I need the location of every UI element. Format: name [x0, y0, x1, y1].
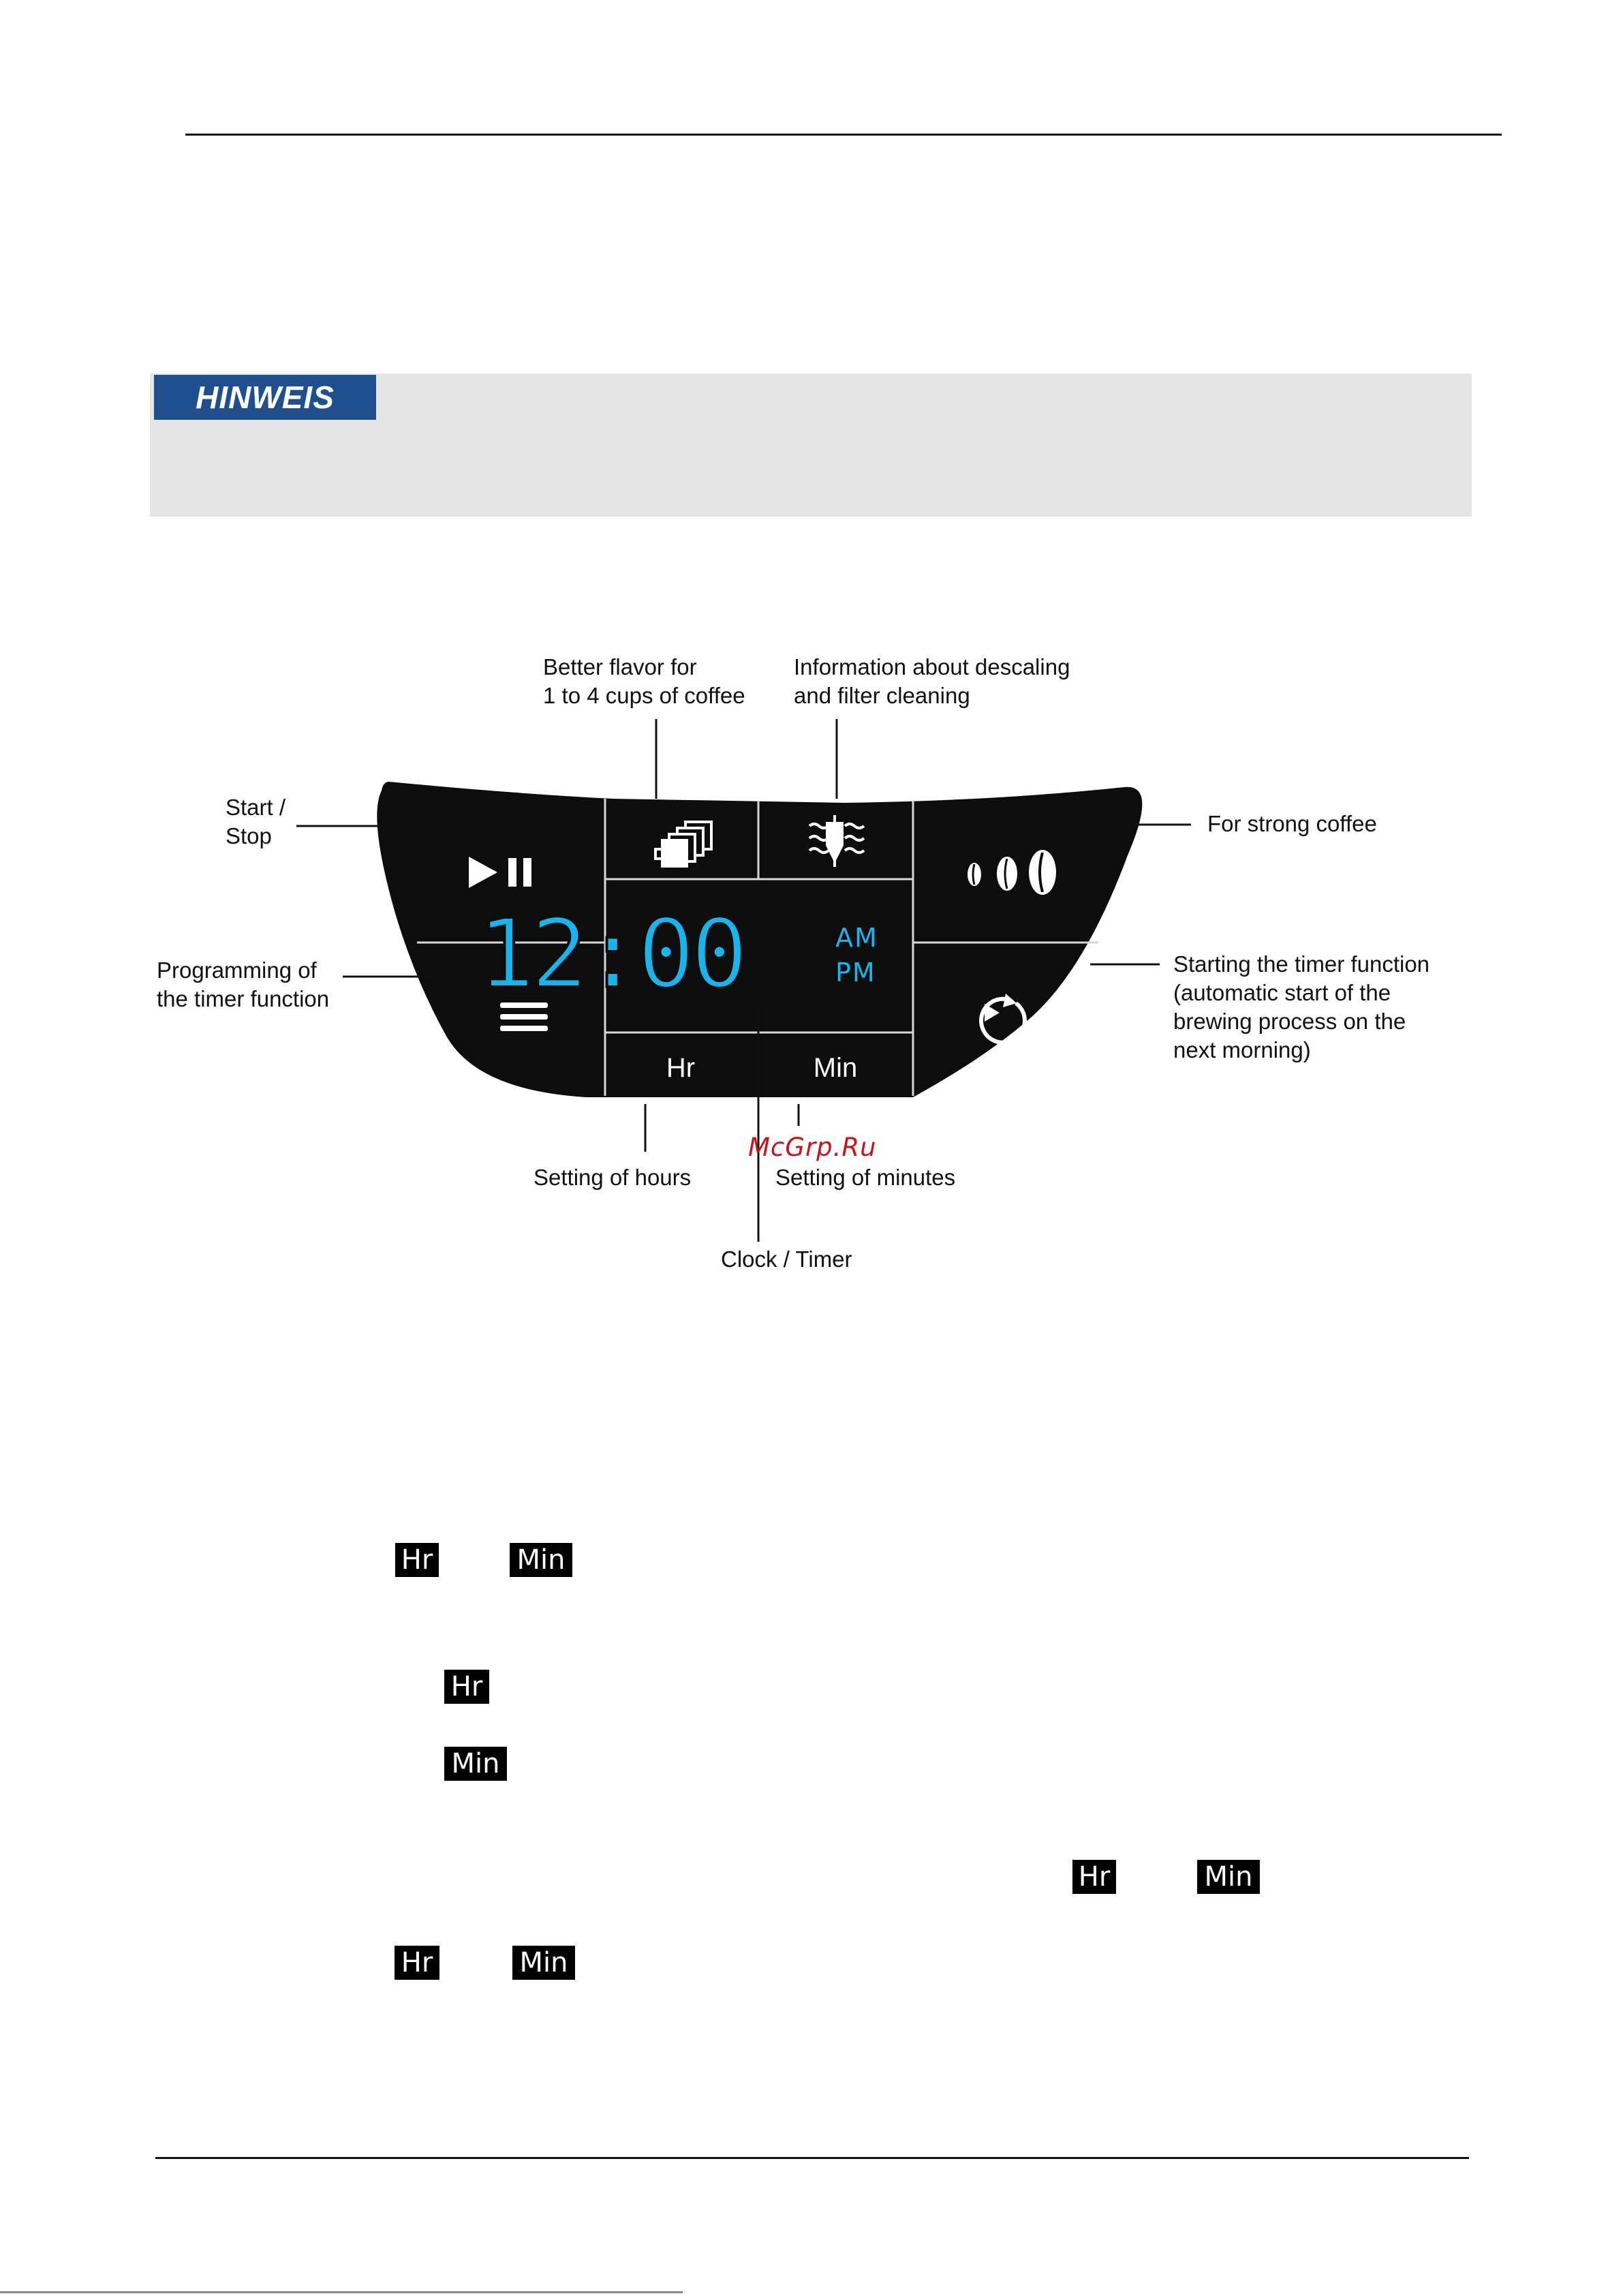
inline-hr-icon: Hr	[395, 1543, 439, 1577]
footer-edge-rule	[0, 2291, 683, 2293]
callout-starting-timer: Starting the timer function (automatic start of the brewing process on the next morning)	[1173, 951, 1430, 1062]
callout-programming-timer: Programming of the timer function	[157, 958, 330, 1011]
inline-min-icon: Min	[510, 1543, 572, 1577]
display-am: AM	[835, 923, 878, 953]
display-time: 12:00	[477, 899, 744, 1010]
inline-hr-icon: Hr	[444, 1670, 489, 1704]
display-pm: PM	[835, 958, 876, 988]
callout-strong-coffee: For strong coffee	[1207, 811, 1377, 836]
notice-badge: HINWEIS	[154, 375, 376, 420]
min-button[interactable]: Min	[813, 1053, 858, 1083]
inline-min-icon: Min	[1197, 1860, 1260, 1894]
callout-better-flavor: Better flavor for 1 to 4 cups of coffee	[543, 654, 745, 708]
inline-hr-icon: Hr	[395, 1946, 439, 1980]
callout-setting-minutes: Setting of minutes	[775, 1165, 956, 1190]
inline-hr-icon: Hr	[1072, 1860, 1116, 1894]
callout-clock-timer: Clock / Timer	[721, 1246, 852, 1272]
inline-min-icon: Min	[512, 1946, 575, 1980]
callout-descaling-info: Information about descaling and filter cleaning	[794, 654, 1070, 708]
callout-start-stop: Start / Stop	[226, 795, 286, 848]
bottom-rule	[155, 2157, 1469, 2159]
watermark: McGrp.Ru	[748, 1133, 877, 1162]
callout-setting-hours: Setting of hours	[534, 1165, 692, 1190]
inline-min-icon: Min	[444, 1747, 507, 1781]
hr-button[interactable]: Hr	[666, 1053, 696, 1083]
